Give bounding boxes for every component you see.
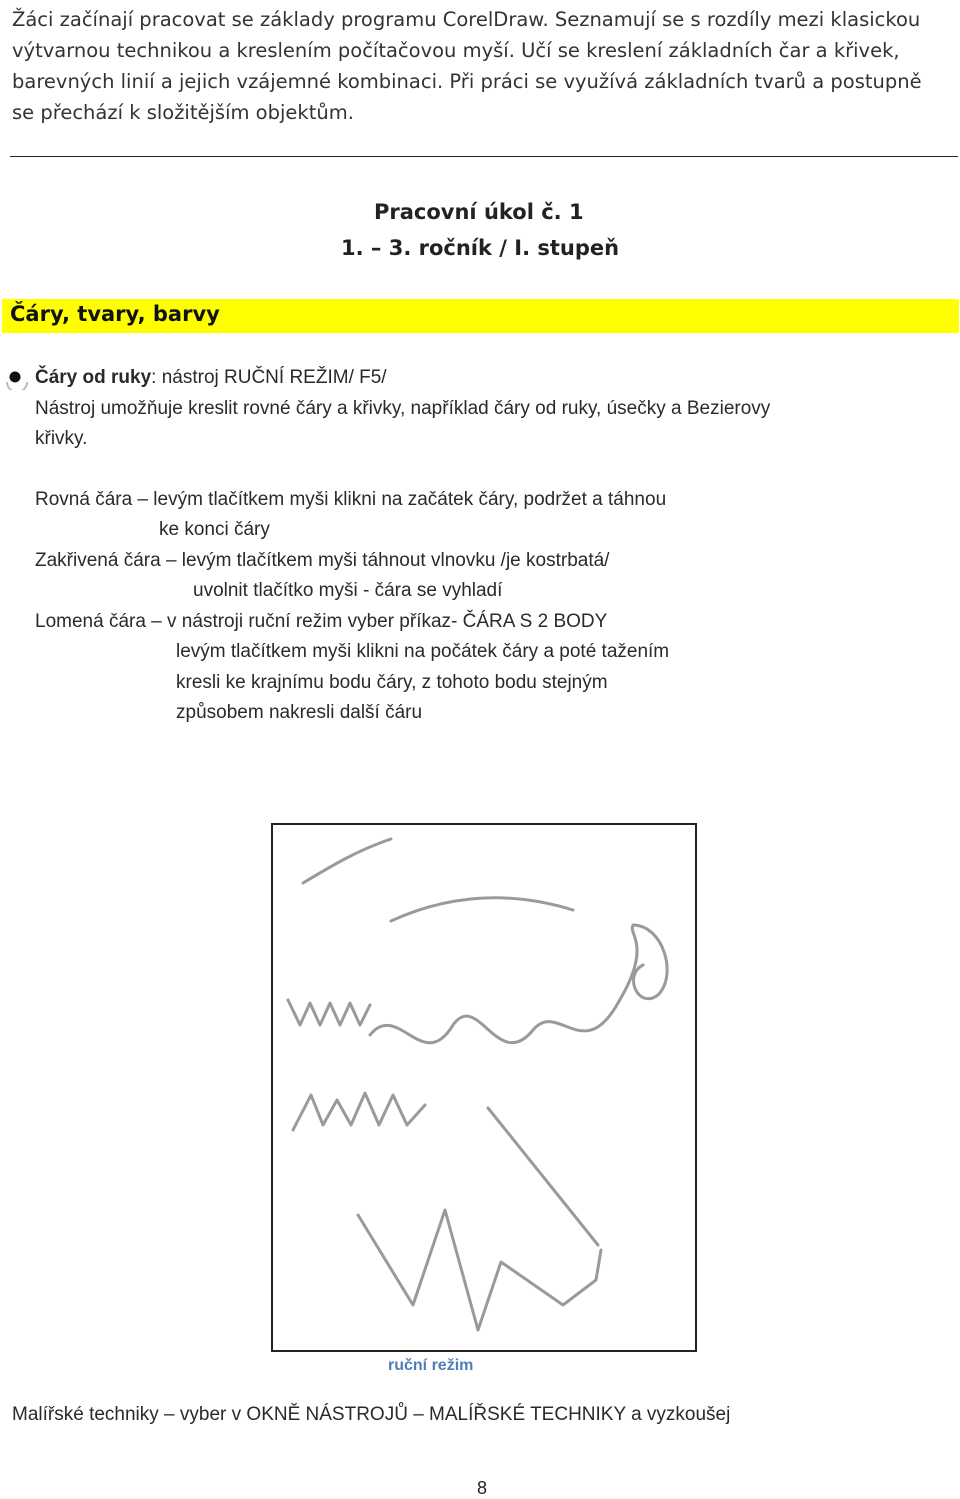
page-number: 8 <box>477 1478 488 1498</box>
scribble-line <box>293 1093 425 1130</box>
instruction-curved-line-cont: uvolnit tlačítko myši - čára se vyhladí <box>193 580 503 601</box>
diagonal-line <box>488 1108 598 1245</box>
instruction-polyline-cont-2: kresli ke krajnímu bodu čáry, z tohoto bodu stejným <box>176 672 608 693</box>
instruction-polyline: Lomená čára – v nástroji ruční režim vyber příkaz- ČÁRA S 2 BODY <box>35 611 608 632</box>
horizontal-rule <box>10 156 958 157</box>
tool-text-line-1: Nástroj umožňuje kreslit rovné čáry a křivky, například čáry od ruky, úsečky a Bezierovy <box>35 398 771 419</box>
tool-name: Čáry od ruky <box>35 367 152 388</box>
tool-text-line-2: křivky. <box>35 428 88 449</box>
instruction-polyline-cont-1: levým tlačítkem myši klikni na počátek čáry a poté tažením <box>176 641 670 662</box>
instruction-curved-line: Zakřivená čára – levým tlačítkem myši táhnout vlnovku /je kostrbatá/ <box>35 550 610 571</box>
wavy-line-to-spiral <box>370 925 667 1043</box>
tool-description: : nástroj RUČNÍ REŽIM/ F5/ <box>151 367 387 388</box>
figure-caption: ruční režim <box>388 1357 474 1374</box>
zigzag-wave-1 <box>288 1000 370 1025</box>
intro-line: výtvarnou technikou a kreslením počítačovou myší. Učí se kreslení základních čar a křivek, <box>12 39 900 62</box>
intro-paragraph <box>12 4 957 128</box>
intro-line: se přechází k složitějším objektům. <box>12 101 354 124</box>
instruction-straight-line-cont: ke konci čáry <box>159 519 270 540</box>
tool-line <box>35 367 387 389</box>
footer-text: Malířské techniky – vyber v OKNĚ NÁSTROJŮ – MALÍŘSKÉ TECHNIKY a vyzkoušej <box>12 1404 731 1425</box>
task-title: Pracovní úkol č. 1 <box>374 200 584 224</box>
freehand-drawing-figure <box>271 823 697 1352</box>
task-grade: 1. – 3. ročník / I. stupeň <box>341 236 620 260</box>
bullet-icon <box>4 368 28 390</box>
curve-top-right <box>391 898 573 921</box>
polyline <box>358 1210 601 1330</box>
instruction-polyline-cont-3: způsobem nakresli další čáru <box>176 702 423 723</box>
instruction-straight-line: Rovná čára – levým tlačítkem myši klikni na začátek čáry, podržet a táhnou <box>35 489 667 510</box>
intro-line: Žáci začínají pracovat se základy programu CorelDraw. Seznamují se s rozdíly mezi klasickou <box>12 8 921 31</box>
section-heading: Čáry, tvary, barvy <box>10 302 220 326</box>
freehand-drawing <box>273 825 695 1350</box>
curve-top <box>303 839 391 883</box>
intro-line: barevných linií a jejich vzájemné kombinaci. Při práci se využívá základních tvarů a postupně <box>12 70 922 93</box>
